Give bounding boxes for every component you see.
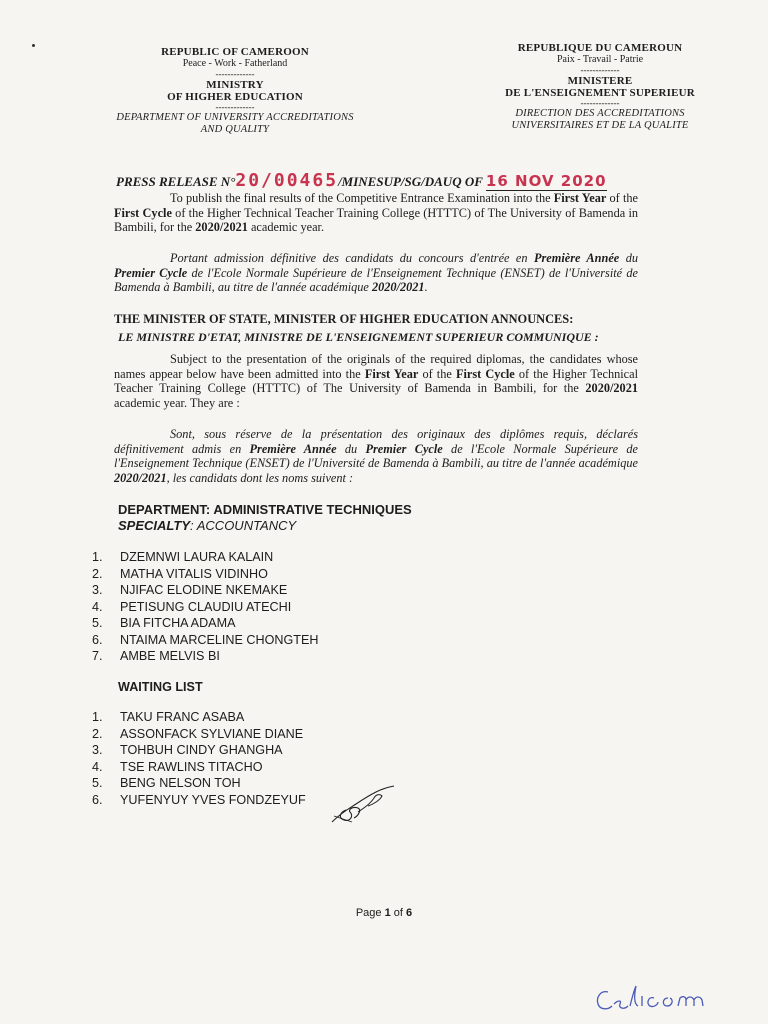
intro-french bbox=[114, 251, 638, 295]
header-left-department-2: AND QUALITY bbox=[200, 124, 270, 135]
intro-fr-text: du bbox=[619, 251, 638, 265]
waiting-item bbox=[92, 775, 306, 792]
admitted-item-number: 2. bbox=[92, 566, 103, 581]
header-right-department-2: UNIVERSITAIRES ET DE LA QUALITE bbox=[511, 120, 689, 131]
admitted-item-number: 3. bbox=[92, 583, 103, 597]
intro-en-text: of the bbox=[606, 191, 638, 205]
waiting-item bbox=[92, 792, 306, 809]
admitted-item-number: 5. bbox=[92, 616, 103, 630]
admitted-item-number: 1. bbox=[92, 550, 103, 564]
page-number bbox=[0, 907, 768, 919]
admitted-item-number: 7. bbox=[92, 649, 103, 663]
waiting-item bbox=[92, 742, 306, 759]
signature-mark bbox=[328, 782, 398, 828]
admitted-item-name: BIA FITCHA ADAMA bbox=[120, 616, 236, 630]
waiting-item-name: TOHBUH CINDY GHANGHA bbox=[120, 743, 283, 757]
waiting-item-number: 4. bbox=[92, 759, 103, 774]
header-right bbox=[480, 42, 720, 132]
body-fr-text: de l'Ecole Normale Supérieure de l'Enseignement Technique (ENSET) de l'Université de Bamenda à Bambili, au titre de l'année académique bbox=[114, 441, 638, 471]
waiting-item bbox=[92, 709, 306, 726]
waiting-list bbox=[92, 709, 306, 808]
department-heading: DEPARTMENT: ADMINISTRATIVE TECHNIQUES bbox=[118, 502, 412, 517]
waiting-list-heading: WAITING LIST bbox=[118, 680, 203, 694]
intro-fr-text: de l'Ecole Normale Supérieure de l'Enseignement Technique (ENSET) de l'Université de Bamenda à Bambili, au titre de l'année académique bbox=[114, 265, 639, 295]
intro-english bbox=[114, 191, 638, 235]
body-french bbox=[114, 427, 638, 485]
header-right-separator: ------------- bbox=[580, 65, 620, 75]
intro-en-bold: First Year bbox=[553, 191, 607, 205]
admitted-item-name: NJIFAC ELODINE NKEMAKE bbox=[120, 583, 288, 597]
header-left-country: REPUBLIC OF CAMEROON bbox=[161, 46, 309, 58]
announcement-french: LE MINISTRE D'ETAT, MINISTRE DE L'ENSEIGNEMENT SUPERIEUR COMMUNIQUE : bbox=[118, 330, 599, 344]
header-left-motto: Peace - Work - Fatherland bbox=[182, 58, 288, 69]
header-left-separator: ------------- bbox=[215, 69, 255, 79]
header-right-ministry-2: DE L'ENSEIGNEMENT SUPERIEUR bbox=[505, 87, 695, 99]
body-en-text: academic year. They are : bbox=[114, 395, 240, 410]
admitted-item bbox=[92, 566, 319, 583]
body-fr-bold: Premier Cycle bbox=[365, 441, 443, 456]
waiting-item-name: TSE RAWLINS TITACHO bbox=[120, 759, 263, 774]
admitted-item-name: MATHA VITALIS VIDINHO bbox=[120, 566, 268, 581]
press-release-reference: /MINESUP/SG/DAUQ OF bbox=[338, 174, 483, 189]
page-number-prefix: Page bbox=[355, 907, 385, 919]
body-fr-text: , les candidats dont les noms suivent : bbox=[166, 470, 354, 485]
admitted-item-name: AMBE MELVIS BI bbox=[120, 649, 220, 663]
handwritten-note bbox=[592, 982, 714, 1016]
page-number-current: 1 bbox=[384, 907, 391, 919]
page-number-mid: of bbox=[390, 907, 407, 919]
intro-en-bold: 2020/2021 bbox=[195, 220, 248, 235]
waiting-item-name: ASSONFACK SYLVIANE DIANE bbox=[120, 726, 304, 741]
header-right-separator-2: ------------- bbox=[580, 98, 620, 108]
waiting-item-name: BENG NELSON TOH bbox=[120, 776, 241, 790]
admitted-item-name: PETISUNG CLAUDIU ATECHI bbox=[120, 599, 292, 614]
intro-fr-text: Portant admission définitive des candidats du concours d'entrée en bbox=[170, 251, 534, 265]
waiting-item-name: TAKU FRANC ASABA bbox=[120, 710, 245, 724]
intro-en-text: academic year. bbox=[247, 220, 325, 235]
body-en-bold: First Year bbox=[364, 366, 419, 381]
scan-speck bbox=[32, 44, 35, 47]
header-left-ministry: MINISTRY bbox=[206, 79, 264, 91]
header-right-department: DIRECTION DES ACCREDITATIONS bbox=[515, 108, 685, 119]
waiting-item bbox=[92, 759, 306, 776]
body-fr-text: du bbox=[336, 441, 366, 456]
announcement-english: THE MINISTER OF STATE, MINISTER OF HIGHER EDUCATION ANNOUNCES: bbox=[114, 312, 574, 326]
specialty-value: : ACCOUNTANCY bbox=[190, 518, 297, 533]
press-release-line bbox=[116, 170, 607, 191]
admitted-item bbox=[92, 648, 319, 665]
waiting-item bbox=[92, 726, 306, 743]
header-right-motto: Paix - Travail - Patrie bbox=[556, 54, 644, 65]
header-left bbox=[90, 46, 380, 136]
header-left-department: DEPARTMENT OF UNIVERSITY ACCREDITATIONS bbox=[116, 112, 354, 123]
intro-en-bold: First Cycle bbox=[114, 205, 172, 220]
waiting-item-number: 6. bbox=[92, 792, 103, 807]
body-fr-bold: Première Année bbox=[249, 441, 337, 456]
admitted-item-name: DZEMNWI LAURA KALAIN bbox=[120, 550, 274, 564]
admitted-item bbox=[92, 615, 319, 632]
press-release-label: PRESS RELEASE N° bbox=[116, 174, 236, 189]
waiting-item-number: 2. bbox=[92, 726, 103, 741]
header-right-country: REPUBLIQUE DU CAMEROUN bbox=[517, 42, 683, 54]
intro-fr-bold: 2020/2021 bbox=[371, 280, 425, 295]
admitted-item-number: 4. bbox=[92, 599, 103, 614]
header-left-separator-2: ------------- bbox=[215, 102, 255, 112]
waiting-item-number: 3. bbox=[92, 743, 103, 757]
admitted-item bbox=[92, 632, 319, 649]
body-en-bold: 2020/2021 bbox=[585, 381, 638, 396]
admitted-item bbox=[92, 582, 319, 599]
waiting-item-number: 1. bbox=[92, 710, 103, 724]
body-english bbox=[114, 352, 638, 410]
body-fr-bold: 2020/2021 bbox=[114, 470, 167, 485]
admitted-item-name: NTAIMA MARCELINE CHONGTEH bbox=[120, 632, 319, 647]
body-en-bold: First Cycle bbox=[455, 366, 515, 381]
intro-en-text: To publish the final results of the Competitive Entrance Examination into the bbox=[170, 191, 554, 205]
admitted-item bbox=[92, 599, 319, 616]
intro-fr-text: . bbox=[424, 280, 428, 295]
intro-fr-bold: Première Année bbox=[534, 251, 620, 265]
body-en-text: of the Higher Technical Teacher Training College (HTTTC) of The University of Bamenda in Bambili, for the bbox=[114, 366, 639, 396]
waiting-item-name: YUFENYUY YVES FONDZEYUF bbox=[120, 792, 306, 807]
body-fr-text: Sont, sous réserve de la présentation des originaux des diplômes requis, déclarés définitivement admis en bbox=[114, 427, 638, 456]
header-right-ministry: MINISTERE bbox=[567, 75, 633, 87]
page-number-total: 6 bbox=[406, 907, 413, 919]
press-release-number-stamp: 20/00465 bbox=[235, 170, 339, 191]
specialty-label: SPECIALTY bbox=[118, 518, 190, 533]
body-en-text: Subject to the presentation of the originals of the required diplomas, the candidates whose names appear below have been admitted into the bbox=[114, 352, 638, 381]
header-left-ministry-2: OF HIGHER EDUCATION bbox=[167, 91, 303, 103]
waiting-item-number: 5. bbox=[92, 776, 103, 790]
body-en-text: of the bbox=[418, 366, 456, 381]
admitted-item bbox=[92, 549, 319, 566]
admitted-item-number: 6. bbox=[92, 632, 103, 647]
intro-fr-bold: Premier Cycle bbox=[114, 265, 188, 280]
intro-en-text: of the Higher Technical Teacher Training College (HTTTC) of The University of Bamenda in Bambili, for the bbox=[114, 205, 639, 235]
admitted-list bbox=[92, 549, 319, 665]
press-release-date-stamp: 16 NOV 2020 bbox=[485, 172, 607, 190]
specialty-heading bbox=[118, 518, 296, 533]
